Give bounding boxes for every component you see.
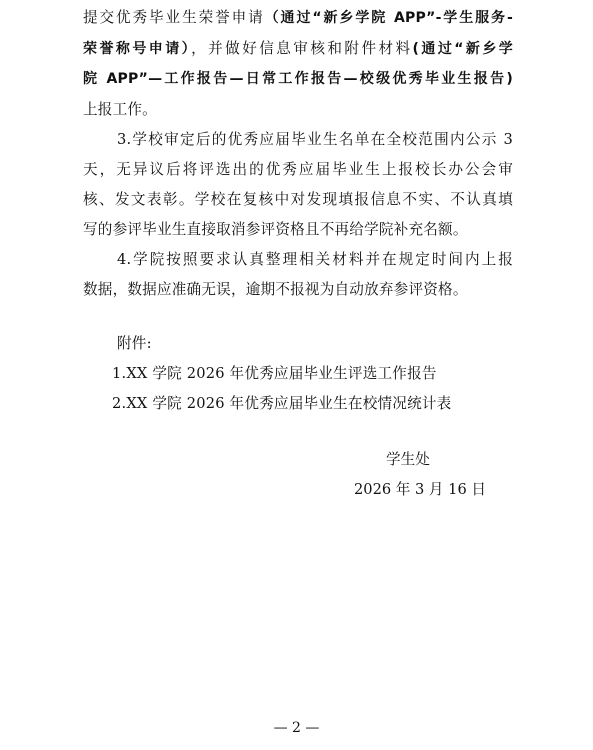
attachment-item: 2.XX 学院 2026 年优秀应届毕业生在校情况统计表 — [112, 395, 452, 412]
attachment-item: 1.XX 学院 2026 年优秀应届毕业生评选工作报告 — [112, 365, 437, 382]
bold-text-run: 院 APP”—工作报告—日常工作报告—校级优秀毕业生报告) — [83, 71, 513, 87]
paragraph4-line1: 4.学院按照要求认真整理相关材料并在规定时间内上报 — [117, 251, 513, 268]
signature-office: 学生处 — [386, 451, 430, 468]
bold-text-run: 荣誉称号申请） — [83, 41, 192, 57]
paragraph2-line1 — [83, 8, 513, 28]
text-run: 提交优秀毕业生荣誉申请 — [83, 9, 265, 26]
bold-text-run: （通过“新乡学院 APP”-学生服务- — [264, 10, 513, 26]
paragraph3-line1: 3.学校审定后的优秀应届毕业生名单在全校范围内公示 3 — [117, 131, 513, 148]
paragraph2-line2 — [83, 39, 513, 59]
text-run: ，并做好信息审核和附件材料 — [191, 40, 413, 57]
bold-text-run: (通过“新乡学 — [412, 41, 513, 57]
paragraph3-line3: 核、发文表彰。学校在复核中对发现填报信息不实、不认真填 — [83, 191, 513, 208]
paragraph3-line4: 写的参评毕业生直接取消参评资格且不再给学院补充名额。 — [83, 221, 468, 238]
signature-date: 2026 年 3 月 16 日 — [354, 481, 486, 498]
paragraph2-line3 — [83, 69, 513, 89]
attachments-heading: 附件: — [117, 335, 152, 352]
paragraph4-line2: 数据，数据应准确无误，逾期不报视为自动放弃参评资格。 — [83, 281, 468, 298]
paragraph3-line2: 天，无异议后将评选出的优秀应届毕业生上报校长办公会审 — [83, 161, 513, 178]
page-number: — 2 — — [273, 720, 320, 736]
paragraph2-line4: 上报工作。 — [83, 101, 157, 118]
